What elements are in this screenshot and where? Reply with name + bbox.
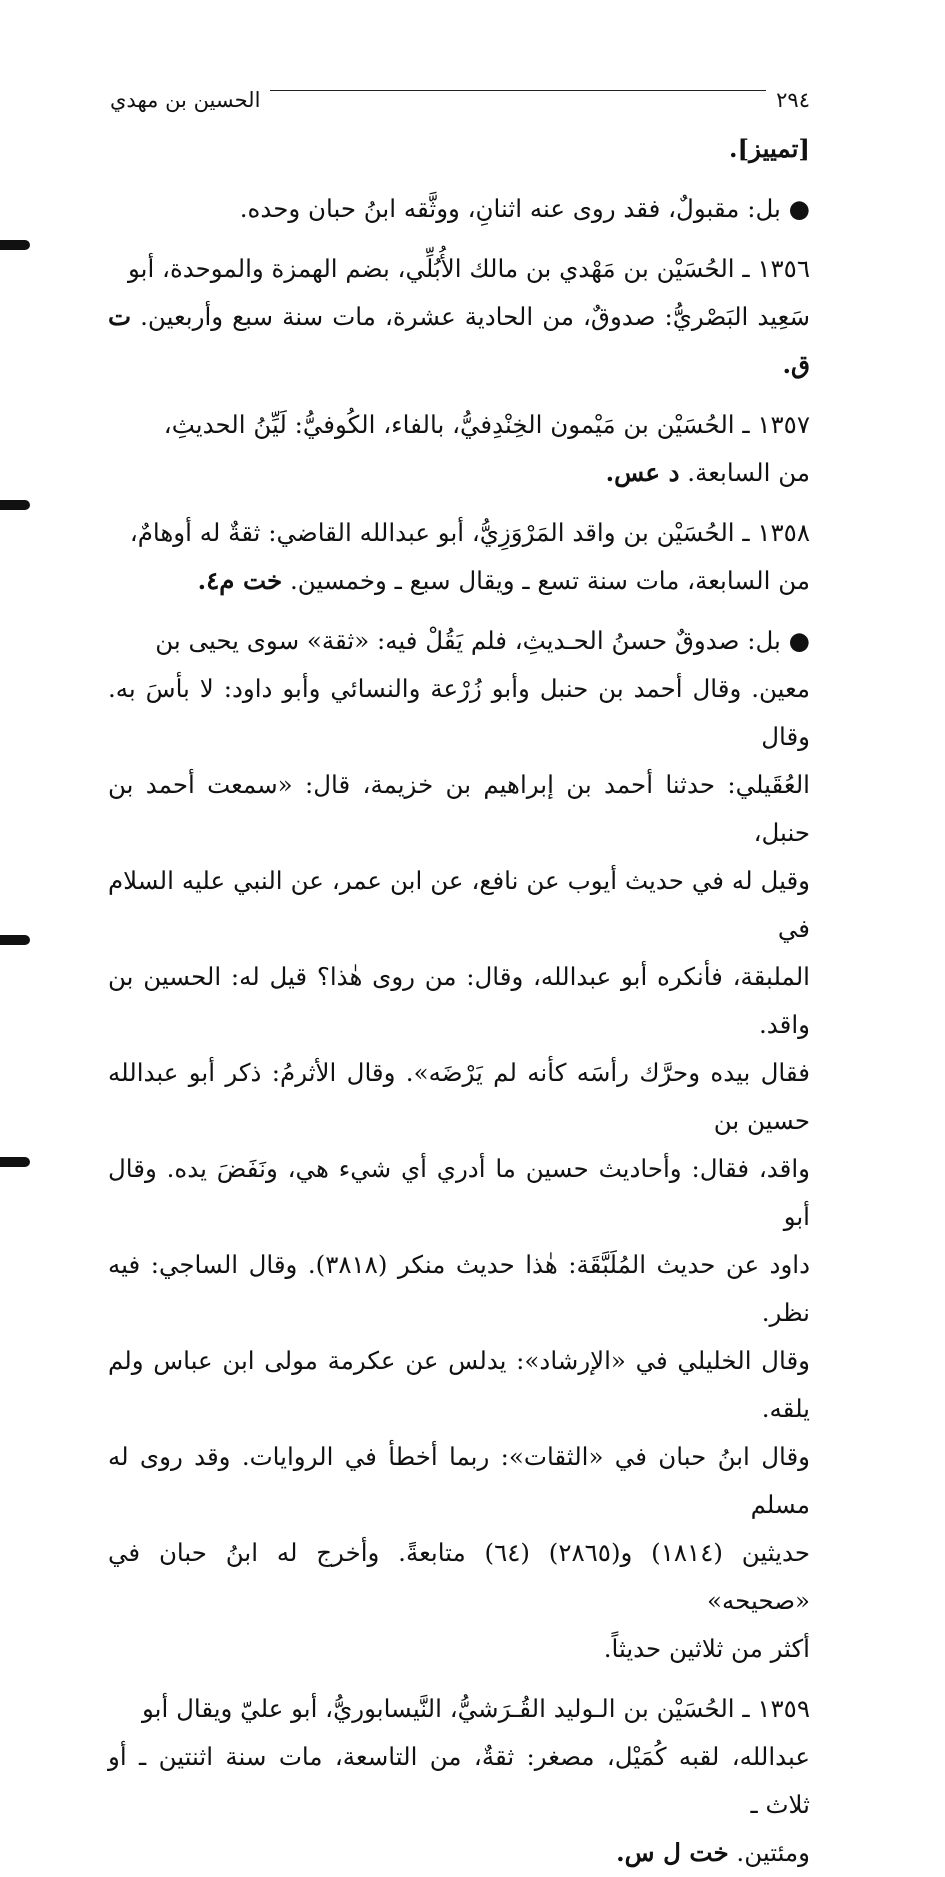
tamyiz-line [108, 125, 810, 173]
entry-1357-line-1: ١٣٥٧ ـ الحُسَيْن بن مَيْمون الخِنْدِفيُّ، بالفاء، الكُوفيُّ: لَيِّنُ الحديثِ، [163, 410, 810, 439]
binding-mark [0, 240, 30, 250]
note-2-line-2: معين. وقال أحمد بن حنبل وأبو زُرْعة والنسائي وأبو داود: لا بأسَ به. وقال [108, 674, 810, 751]
entry-1358-line-2 [108, 557, 810, 605]
note-2-line-1: ● بل: صدوقٌ حسنُ الحـديثِ، فلم يَقُلْ فيه: «ثقة» سوى يحيى بن [155, 626, 810, 655]
note-2-line-12: أكثر من ثلاثين حديثاً. [603, 1634, 810, 1663]
note-2-line-6: فقال بيده وحرَّك رأسَه كأنه لم يَرْضَه». وقال الأثرمُ: ذكر أبو عبدالله حسين بن [108, 1058, 810, 1135]
entry-1358-line-1: ١٣٥٨ ـ الحُسَيْن بن واقد المَرْوَزِيُّ، أبو عبدالله القاضي: ثقةٌ له أوهامٌ، [129, 518, 810, 547]
entry-1358-code: خت م٤. [197, 566, 283, 595]
header-rule [270, 78, 766, 91]
binding-mark [0, 935, 30, 945]
entry-1357-text: من السابعة. [687, 458, 810, 487]
entry-1359-code: خت ل س. [616, 1838, 729, 1867]
note-2-line-8: داود عن حديث المُلَبَّقَة: هٰذا حديث منكر (٣٨١٨). وقال الساجي: فيه نظر. [108, 1250, 811, 1327]
note-2-line-4: وقيل له في حديث أيوب عن نافع، عن ابن عمر، عن النبي عليه السلام في [108, 866, 810, 943]
page-body [108, 125, 810, 1877]
note-2-line-11: حديثين (١٨١٤) و(٢٨٦٥) (٦٤) متابعةً. وأخرج له ابنُ حبان في «صحيحه» [108, 1538, 811, 1615]
running-title: الحسين بن مهدي [110, 88, 261, 112]
binding-mark [0, 500, 30, 510]
entry-1356-text: سَعِيد البَصْريُّ: صدوقٌ، من الحادية عشرة، مات سنة سبع وأربعين. [140, 302, 811, 331]
entry-1358-text: من السابعة، مات سنة تسع ـ ويقال سبع ـ وخمسين. [289, 566, 810, 595]
note-2-line-5: الملبقة، فأنكره أبو عبدالله، وقال: من روى هٰذا؟ قيل له: الحسين بن واقد. [108, 962, 810, 1039]
entry-1359-line-1: ١٣٥٩ ـ الحُسَيْن بن الـوليد القُـرَشيُّ، النَّيسابوريُّ، أبو عليّ ويقال أبو [142, 1694, 810, 1723]
note-2-line-7: واقد، فقال: وأحاديث حسين ما أدري أي شيء هي، ونَفَضَ يده. وقال أبو [108, 1154, 810, 1231]
entry-1356-line-2 [108, 293, 810, 389]
entry-1356-code: ت ق. [108, 302, 810, 379]
tamyiz-label: [تمييز]. [728, 134, 810, 163]
entry-1356-line-1: ١٣٥٦ ـ الحُسَيْن بن مَهْدي بن مالك الأُبُلِّي، بضم الهمزة والموحدة، أبو [127, 254, 810, 283]
entry-1359-line-2: عبدالله، لقبه كُمَيْل، مصغر: ثقةٌ، من التاسعة، مات سنة اثنتين ـ أو ثلاث ـ [108, 1742, 810, 1819]
note-2-line-9: وقال الخليلي في «الإرشاد»: يدلس عن عكرمة مولى ابن عباس ولم يلقه. [108, 1346, 810, 1423]
entry-1359-text: ومئتين. [736, 1838, 810, 1867]
note-2-line-10: وقال ابنُ حبان في «الثقات»: ربما أخطأ في الروايات. وقد روى له مسلم [108, 1442, 810, 1519]
entry-1359-line-3 [108, 1829, 810, 1877]
note-1: ● بل: مقبولٌ، فقد روى عنه اثنانِ، ووثَّقه ابنُ حبان وحده. [239, 194, 810, 223]
entry-1357-line-2 [108, 449, 810, 497]
entry-1357-code: د عس. [605, 458, 680, 487]
page-number: ٢٩٤ [776, 88, 810, 112]
page-header [110, 78, 810, 122]
note-2-line-3: العُقَيلي: حدثنا أحمد بن إبراهيم بن خزيمة، قال: «سمعت أحمد بن حنبل، [108, 770, 810, 847]
binding-mark [0, 1157, 30, 1167]
